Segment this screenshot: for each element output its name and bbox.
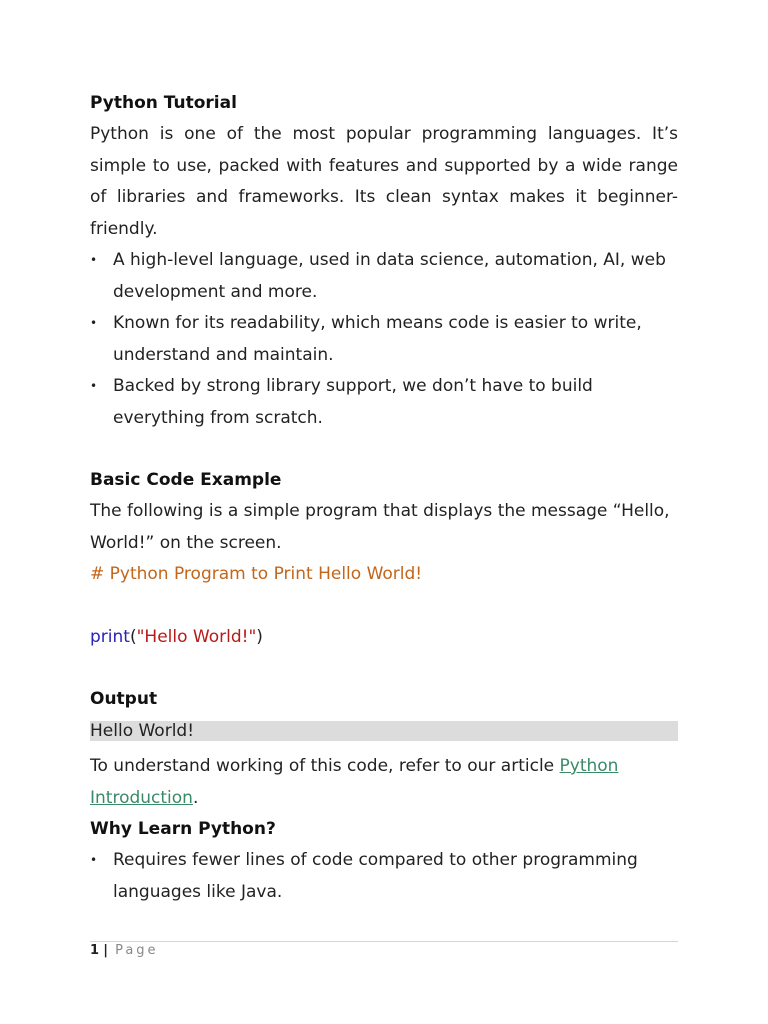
spacer: [90, 653, 678, 684]
page-label: Page: [115, 943, 159, 958]
code-close-paren: ): [256, 626, 263, 647]
list-item: [90, 245, 678, 308]
refer-paragraph: [90, 751, 678, 814]
bullet-icon: •: [90, 853, 98, 867]
code-comment: # Python Program to Print Hello World!: [90, 564, 423, 584]
tutorial-heading: Python Tutorial: [90, 93, 237, 113]
output-heading: Output: [90, 689, 158, 709]
code-line: [90, 622, 678, 654]
example-description: The following is a simple program that displays the message “Hello, World!” on the screen.: [90, 501, 670, 553]
bullet-icon: •: [90, 253, 98, 267]
tutorial-bullet-list: [90, 245, 678, 434]
code-function: print: [90, 626, 130, 647]
bullet-icon: •: [90, 379, 98, 393]
refer-text: To understand working of this code, refer to our article: [90, 756, 560, 776]
spacer: [90, 591, 678, 622]
document-page: [90, 88, 678, 908]
page-footer: [90, 943, 159, 958]
list-item-text: A high-level language, used in data science, automation, AI, web development and more.: [113, 250, 666, 302]
python-introduction-link[interactable]: Python Introduction: [90, 756, 619, 808]
list-item: [90, 845, 678, 908]
list-item: [90, 371, 678, 434]
bullet-icon: •: [90, 316, 98, 330]
why-bullet-list: [90, 845, 678, 908]
list-item-text: Backed by strong library support, we don’t have to build everything from scratch.: [113, 376, 593, 428]
page-number: 1: [90, 943, 100, 958]
tutorial-intro: Python is one of the most popular programming languages. It’s simple to use, packed with features and supported by a wide range of libraries and frameworks. Its clean syntax makes it beginner-friendly.: [90, 124, 678, 239]
example-heading: Basic Code Example: [90, 470, 282, 490]
page-separator: |: [103, 943, 108, 958]
list-item-text: Known for its readability, which means code is easier to write, understand and maintain.: [113, 313, 642, 365]
output-box: Hello World!: [90, 721, 678, 741]
why-heading: Why Learn Python?: [90, 819, 276, 839]
code-open-paren: (: [129, 626, 137, 647]
spacer: [90, 434, 678, 465]
footer-divider: [90, 941, 678, 942]
list-item: [90, 308, 678, 371]
refer-period: .: [192, 787, 199, 808]
code-string: "Hello World!": [136, 626, 257, 647]
list-item-text: Requires fewer lines of code compared to other programming languages like Java.: [113, 850, 638, 902]
